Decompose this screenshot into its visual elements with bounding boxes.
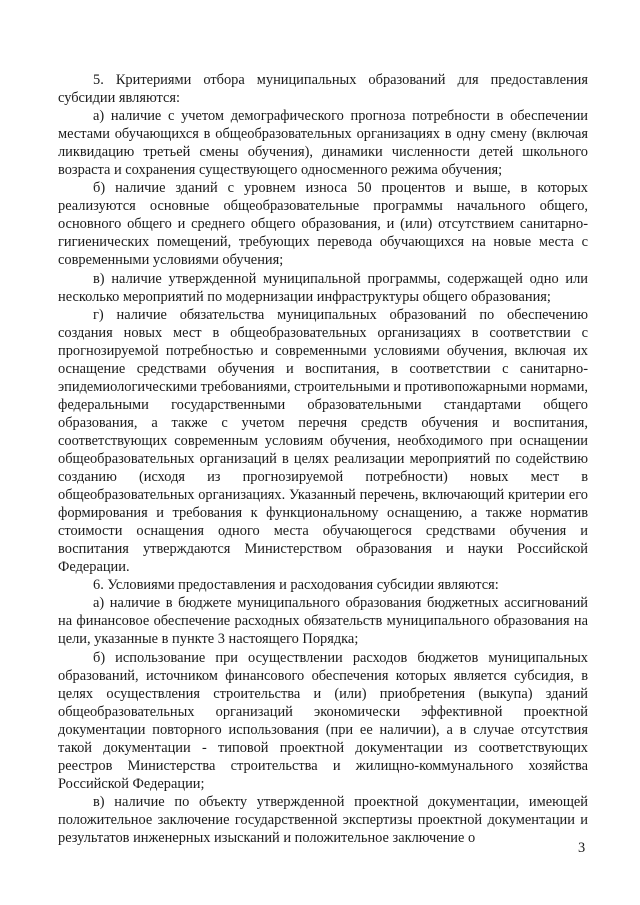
paragraph-5-v: в) наличие утвержденной муниципальной программы, содержащей одно или несколько мероприятий по модернизации инфраструктуры общего образования; (58, 270, 588, 305)
paragraph-6-b: б) использование при осуществлении расходов бюджетов муниципальных образований, источником финансового обеспечения которых является субсидия, в целях осуществления строительства и (или) приобретения (выкупа) зданий общеобразовательных организаций экономически эффективной проектной документации повторного использования (при ее наличии), а в случае отсутствия такой документации - типовой проектной документации из соответствующих реестров Министерства строительства и жилищно-коммунального хозяйства Российской Федерации; (58, 649, 588, 792)
paragraph-6-a: а) наличие в бюджете муниципального образования бюджетных ассигнований на финансовое обеспечение расходных обязательств муниципального образования на цели, указанные в пункте 3 настоящего Порядка; (58, 595, 588, 648)
paragraph-5-g: г) наличие обязательства муниципальных образований по обеспечению создания новых мест в общеобразовательных организациях в соответствии с прогнозируемой потребностью и современными условиями обучения, включая их оснащение средствами обучения и воспитания, в соответствии с санитарно-эпидемиологическими требованиями, строительными и противопожарными нормами, федеральными государственными образовательными стандартами общего образования, а также с учетом перечня средств обучения и воспитания, соответствующих современным условиям обучения, необходимого при оснащении общеобразовательных организаций в целях реализации мероприятий по содействию созданию (исходя из прогнозируемой потребности) новых мест в общеобразовательных организациях. Указанный перечень, включающий критерии его формирования и требования к функциональному оснащению, а также норматив стоимости оснащения одного места обучающегося средствами обучения и воспитания утверждаются Министерством образования и науки Российской Федерации. (58, 306, 588, 576)
paragraph-6-intro: 6. Условиями предоставления и расходования субсидии являются: (93, 577, 499, 594)
document-body (58, 71, 588, 847)
paragraph-6-v: в) наличие по объекту утвержденной проектной документации, имеющей положительное заключение государственной экспертизы проектной документации и результатов инженерных изысканий и положительное заключение о (58, 793, 588, 846)
paragraph-5-intro: 5. Критериями отбора муниципальных образований для предоставления субсидии являются: (58, 72, 588, 107)
paragraph-5-b: б) наличие зданий с уровнем износа 50 процентов и выше, в которых реализуются основные общеобразовательные программы начального общего, основного общего и среднего общего образования, и (или) отсутствием санитарно-гигиенических помещений, требующих перевода обучающихся на новые места с современными условиями обучения; (58, 180, 588, 269)
page-number: 3 (578, 840, 586, 856)
paragraph-5-a: а) наличие с учетом демографического прогноза потребности в обеспечении местами обучающихся в общеобразовательных организациях в одну смену (включая ликвидацию третьей смены обучения), динамики численности детей школьного возраста и сохранения существующего односменного режима обучения; (58, 108, 588, 179)
